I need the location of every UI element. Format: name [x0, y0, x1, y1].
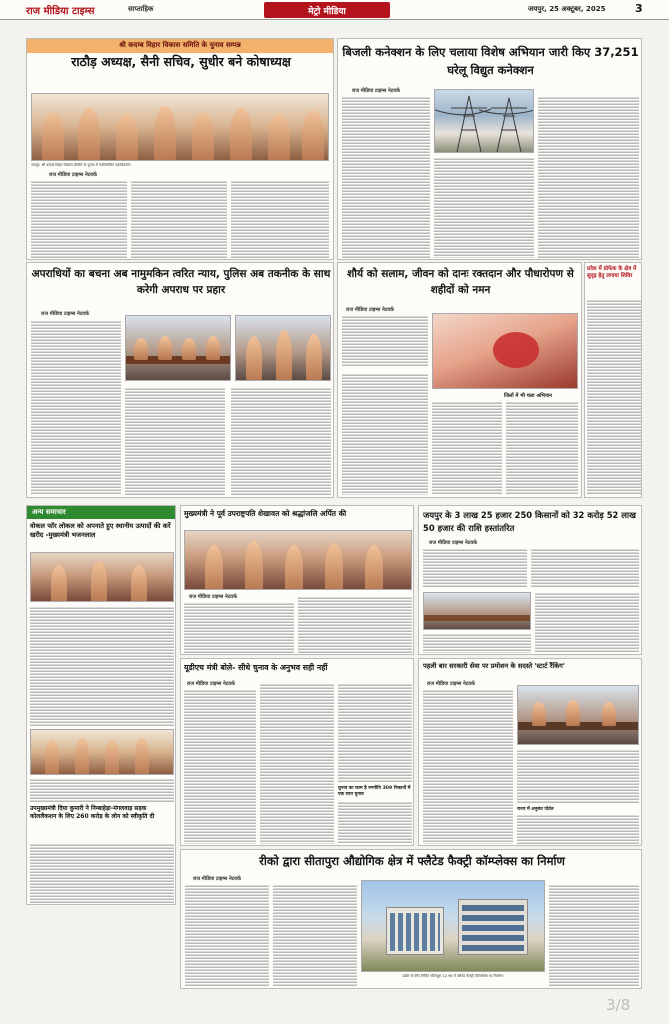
article-body [31, 320, 121, 495]
article-byline: राज मीडिया टाइम्स नेटवर्क [189, 594, 237, 600]
article-crime-technology [26, 262, 334, 498]
article-byline: राज मीडिया टाइम्स नेटवर्क [49, 172, 97, 178]
article-byline: राज मीडिया टाइम्स नेटवर्क [41, 311, 89, 317]
article-udh-minister [180, 658, 414, 846]
article-body [587, 299, 641, 495]
article-farmers-transfer [418, 505, 642, 655]
article-body-4 [506, 401, 578, 495]
page-number: 3 [635, 2, 643, 15]
article-headline: बिजली कनेक्शन के लिए चलाया विशेष अभियान जारी किए 37,251 घरेलू विद्युत कनेक्शन [342, 45, 639, 77]
article-byline: राज मीडिया टाइम्स नेटवर्क [429, 540, 477, 546]
article-body [342, 96, 430, 258]
transmission-tower-icon [435, 90, 534, 153]
article-body-3 [231, 180, 329, 258]
power-line-photo [434, 89, 534, 153]
sidebar-other-news [26, 505, 176, 905]
conference-photo [125, 315, 231, 381]
article-riico-factory [180, 849, 642, 989]
sidebar-photo-1 [30, 552, 174, 602]
article-kicker: श्री कदम्ब विहार विकास समिति के चुनाव सम्पन्न [119, 41, 241, 49]
issue-date: जयपुर, 25 अक्टूबर, 2025 [528, 5, 606, 13]
article-body-2 [298, 596, 412, 653]
article-samiti-election [26, 38, 334, 260]
subhead: जिलों में भी चला अभियान [504, 393, 552, 399]
article-headline: जयपुर के 3 लाख 25 हजार 250 किसानों को 32 करोड़ 52 लाख 50 हजार की राशि हस्तांतरित [423, 510, 636, 533]
photo-caption: जयपुर: श्री कदम्ब विहार विकास समिति के चुनाव में नवनिर्वाचित पदाधिकारी। [31, 163, 131, 167]
article-body-2 [531, 548, 639, 588]
article-headline: मुख्यमंत्री ने पूर्व उपराष्ट्रपति शेखावत को श्रद्धांजलि अर्पित की [184, 509, 347, 518]
article-headline: शौर्य को सलाम, जीवन को दानः रक्तदान और पौधारोपण से शहीदों को नमन [347, 268, 574, 296]
office-photo [517, 685, 639, 745]
article-body-2 [125, 387, 225, 495]
masthead-bar [0, 0, 669, 20]
article-body-3 [549, 884, 639, 986]
sidebar-headline-2: उपमुख्यमंत्री दिया कुमारी ने निम्बाहेड़ा-मंगलवाड़ सड़क कोललैकशन के लिए 260 करोड़ के लोन को स्वीकृति दी [30, 805, 155, 821]
article-body-4 [535, 592, 639, 653]
article-body [423, 548, 527, 588]
article-cm-tribute [180, 505, 414, 655]
blood-donation-photo [432, 313, 578, 389]
article-body-2 [131, 180, 227, 258]
article-headline: यूडीएच मंत्री बोले- सीधे चुनाव के अनुभव सही नहीं [184, 663, 328, 672]
photo-caption: उद्योग के लिए निर्मित सीतापुरा 12.96 में फ्लैटेड फैक्ट्री कॉम्प्लेक्स का निर्माण। [402, 974, 504, 978]
sidebar-body-3 [30, 843, 174, 903]
article-body-2 [434, 157, 534, 258]
meeting-photo [423, 592, 531, 630]
article-byline: राज मीडिया टाइम्स नेटवर्क [187, 681, 235, 687]
article-body [185, 884, 269, 986]
article-headline: प्रदेश में प्रोफेक के क्षेत्र में सुदृढ़ हेतु लगाया शिविर [587, 266, 637, 279]
article-body-2 [260, 683, 334, 844]
sidebar-body-1 [30, 606, 174, 726]
article-body-3 [423, 633, 531, 653]
subhead: चुनाव का काम है रणनीति 309 निकायों में एक साथ चुनाव [338, 786, 411, 797]
tribute-photo [184, 530, 412, 590]
page-counter: 3/8 [606, 996, 631, 1014]
article-body [423, 689, 513, 844]
article-byline: राज मीडिया टाइम्स नेटवर्क [346, 307, 394, 313]
sidebar-label: अन्य समाचार [32, 508, 66, 516]
factory-building-photo [361, 880, 545, 972]
sidebar-photo-2 [30, 729, 174, 775]
officials-photo [235, 315, 331, 381]
article-body-3 [231, 387, 331, 495]
article-promotion-ranking [418, 658, 642, 846]
sidebar-body-2 [30, 778, 174, 802]
sidebar-headline-1: वोकल फॉर लोकल को अपनाते हुए स्थानीय उत्पादों की करें खरीद -मुख्यमंत्री भजनलाल [30, 522, 171, 539]
group-photo [31, 93, 329, 161]
article-headline: रीको द्वारा सीतापुरा औद्योगिक क्षेत्र में फ्लैटेड फैक्ट्री कॉम्प्लेक्स का निर्माण [259, 854, 565, 868]
article-blood-donation [337, 262, 582, 498]
edition-label: साप्ताहिक [128, 5, 154, 13]
article-body-3 [517, 814, 639, 844]
article-body [342, 315, 428, 367]
article-body-4 [338, 801, 412, 844]
article-headline: अपराधियों का बचना अब नामुमकिन त्वरित न्याय, पुलिस अब तकनीक के साथ करेगी अपराध पर प्रहार [31, 268, 331, 296]
article-body-3 [538, 96, 639, 258]
article-electricity-connection [337, 38, 642, 260]
article-body-3 [338, 683, 412, 783]
article-byline: राज मीडिया टाइम्स नेटवर्क [352, 88, 400, 94]
article-body-2 [342, 373, 428, 495]
article-camp-brief [584, 262, 642, 498]
subhead: राज्य में अनुबंध पोर्टल [517, 807, 554, 812]
article-byline: राज मीडिया टाइम्स नेटवर्क [193, 876, 241, 882]
article-byline: राज मीडिया टाइम्स नेटवर्क [427, 681, 475, 687]
article-body-2 [273, 884, 357, 986]
article-body [31, 180, 127, 258]
article-headline: पहली बार सरकारी सेवा पर प्रमोशन के सदस्ते 'स्टार्ट रैंकिंग' [423, 662, 565, 670]
section-name: मेट्रो मीडिया [308, 7, 346, 17]
article-body [184, 602, 294, 653]
article-body-2 [517, 749, 639, 803]
article-body-3 [432, 401, 502, 495]
article-body [184, 689, 256, 844]
paper-name: राज मीडिया टाइम्स [26, 6, 95, 17]
article-headline: राठौड़ अध्यक्ष, सैनी सचिव, सुधीर बने कोषाध्यक्ष [71, 54, 291, 69]
